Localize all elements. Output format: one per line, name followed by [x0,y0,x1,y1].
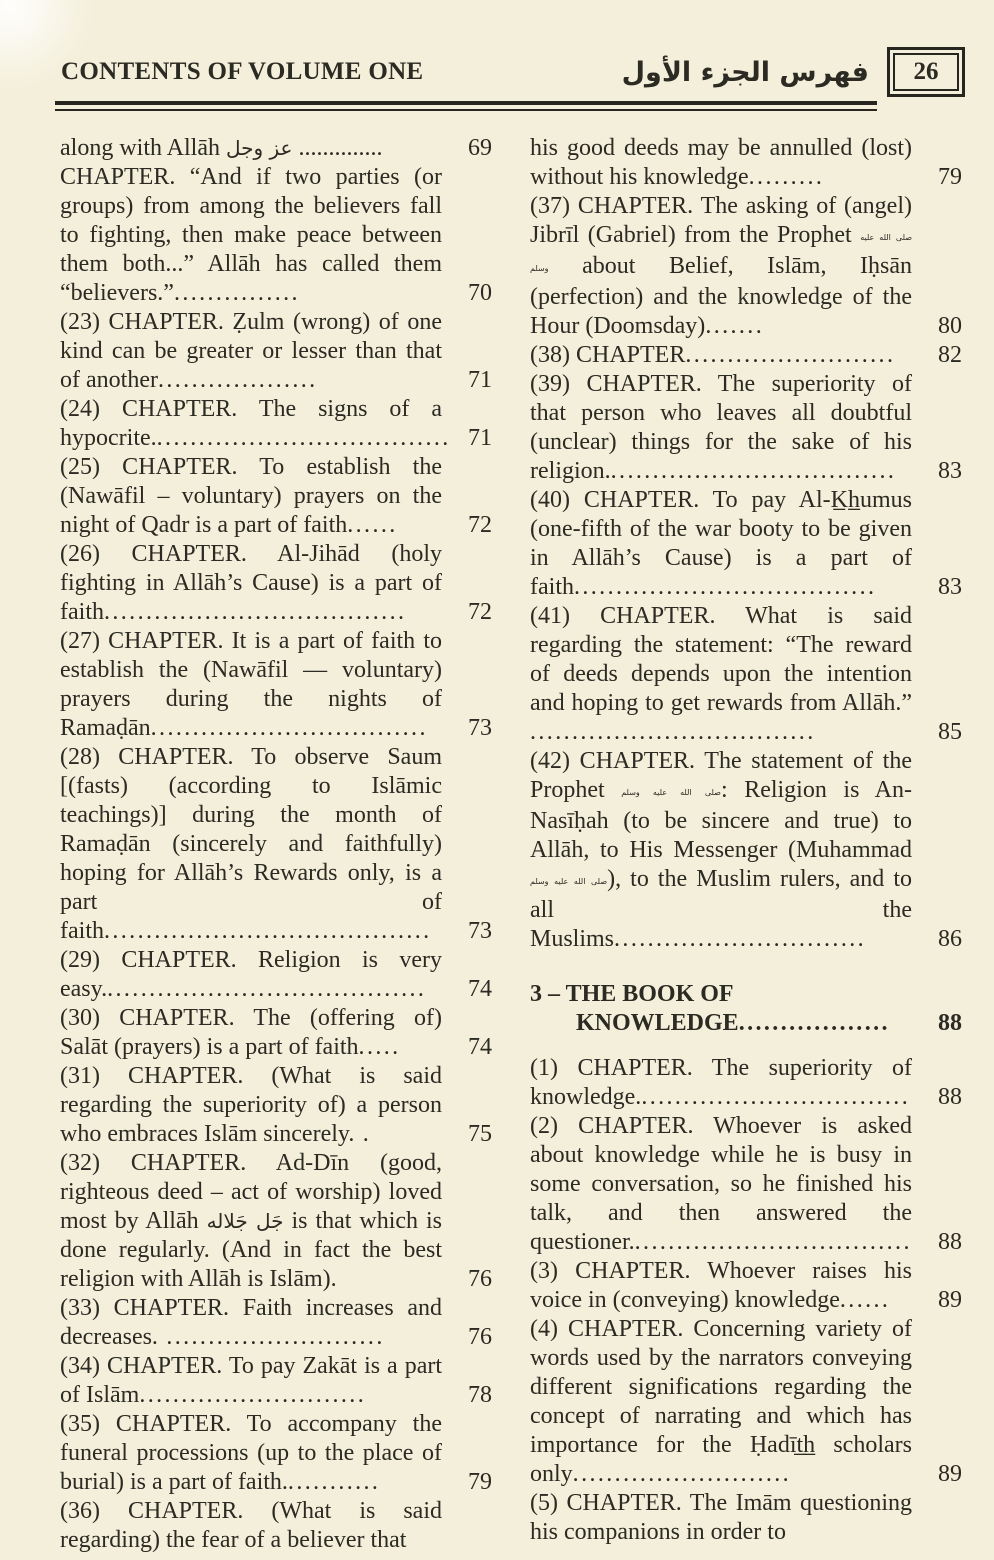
toc-entry [60,1062,492,1149]
toc-entry-text: about Belief, Islām, Iḥsān (perfection) and the knowledge of the Hour (Doomsday) [530,253,912,339]
toc-entry-page: 88 [938,1084,962,1110]
toc-entry-text: CHAPTER. “And if two parties (or groups) from among the believers fall to fighting, then make peace between them both...” Allāh has called them “believers.” [60,164,442,306]
toc-entry [60,1004,492,1062]
toc-entry [530,486,962,602]
header-right-group [622,46,965,98]
toc-entry-page: 89 [938,1287,962,1313]
dot-leader: ............... [173,280,300,306]
toc-entry [60,1410,492,1497]
toc-entry [530,1112,962,1257]
toc-entry-text: ), to the Muslim rulers, and to all the Muslims [530,866,912,952]
toc-entry-text: (24) CHAPTER. The signs of a hypocrite. [60,396,442,451]
toc-entry [60,540,492,627]
prophet-honorific-icon: صلى الله عليه وسلم [530,233,913,273]
toc-entry [60,1352,492,1410]
toc-entry-text: (39) CHAPTER. The superiority of that person who leaves all doubtful (unclear) things for the sake of his religion. [530,371,912,484]
toc-entry [530,747,962,954]
toc-entry-page: 78 [468,1382,492,1408]
toc-entry [530,341,962,370]
toc-entry [60,134,492,163]
dot-leader: . [354,1121,372,1147]
toc-entry-page: 71 [468,425,492,451]
dot-leader: ...... [347,512,398,538]
toc-entry-page: 72 [468,599,492,625]
page-title-arabic: فهرس الجزء الأول [621,56,869,88]
toc-entry [60,163,492,308]
toc-entry [530,192,962,341]
dot-leader: ....................................... [103,918,432,944]
dot-leader: ......... [748,164,825,190]
toc-entry [530,1489,962,1547]
section-title-line1: 3 – THE BOOK OF [530,981,734,1007]
toc-entry-page: 76 [468,1266,492,1292]
toc-entry [60,946,492,1004]
toc-section-heading [530,980,962,1038]
toc-entry-text: (32) CHAPTER. Ad-Dīn (good, righteous deed – act of worship) loved most by Allāh [60,1150,442,1234]
toc-entry-text: (2) CHAPTER. Whoever is asked about knowledge while he is busy in some conversation, so he finished his talk, and then answered the questioner. [530,1113,912,1255]
toc-entry-page: 75 [468,1121,492,1147]
toc-entry-text: (4) CHAPTER. Concerning variety of words used by the narrators conveying different significations regarding the concept of narrating and which has importance for the Ḥadīt̲h̲ scholars only [530,1316,912,1487]
dot-leader: ................................. [634,1229,912,1255]
toc-entry-text: (26) CHAPTER. Al-Jihād (holy fighting in Allāh’s Cause) is a part of faith [60,541,442,625]
toc-entry-text: (1) CHAPTER. The superiority of knowledge. [530,1055,912,1110]
page-title-english: CONTENTS OF VOLUME ONE [61,58,424,85]
section-title-line2: KNOWLEDGE [576,1010,739,1036]
toc-entry [60,1294,492,1352]
toc-entry-text: (40) CHAPTER. To pay Al-K̲h̲umus (one-fifth of the war booty to be given in Allāh’s Cause) is a part of faith [530,487,912,600]
toc-entry-text: (38) CHAPTER [530,342,686,368]
dot-leader: ................................ [641,1084,911,1110]
header-double-rule [55,101,877,111]
toc-entry-text: (31) CHAPTER. (What is said regarding the superiority of) a person who embraces Islām sincerely. [60,1063,442,1147]
toc-entry [530,1257,962,1315]
toc-entry-text: (41) CHAPTER. What is said regarding the statement: “The reward of deeds depends upon the intention and hoping to get rewards from Allāh.” [530,603,912,716]
dot-leader: .............................. [614,926,867,952]
toc-entry-page: 89 [938,1461,962,1487]
toc-column-left [60,134,492,1555]
toc-entry [530,370,962,486]
prophet-honorific-icon: صلى الله عليه وسلم [530,877,608,886]
dot-leader: .............. [292,135,383,161]
toc-entry-page: 79 [938,164,962,190]
dot-leader: ..... [358,1034,401,1060]
toc-entry [60,1497,492,1555]
toc-entry-page: 83 [938,574,962,600]
toc-entry [530,602,962,747]
toc-entry-text: (35) CHAPTER. To accompany the funeral processions (up to the place of burial) is a part of faith. [60,1411,442,1495]
toc-entry [530,1315,962,1489]
dot-leader: ...... [839,1287,891,1313]
toc-entry-text: (29) CHAPTER. Religion is very easy. [60,947,442,1002]
toc-entry-text: (34) CHAPTER. To pay Zakāt is a part of Islām [60,1353,442,1408]
toc-entry [60,627,492,743]
arabic-honorific-azza-wa-jall: عز وجل [225,136,293,160]
dot-leader: .................................. [530,719,816,745]
page-number-box [887,47,965,97]
dot-leader: .................................. [610,458,897,484]
dot-leader: ......................... [685,342,896,368]
dot-leader: ................... [157,367,318,393]
toc-entry [60,395,492,453]
toc-entry-text: (23) CHAPTER. Ẓulm (wrong) of one kind can be greater or lesser than that of another [60,309,442,393]
toc-entry-text: (5) CHAPTER. The Imām questioning his companions in order to [530,1490,912,1545]
toc-entry-page: 88 [938,1229,962,1255]
toc-entry-page: 82 [938,342,962,368]
toc-entry-page: 74 [468,976,492,1002]
toc-entry-text: his good deeds may be annulled (lost) without his knowledge [530,135,912,190]
toc-entry-page: 70 [468,280,492,306]
toc-entry-text: (27) CHAPTER. It is a part of faith to establish the (Nawāfil — voluntary) prayers during the nights of Ramaḍān [60,628,442,741]
dot-leader: ................................... [156,425,451,451]
toc-entry-text: along with Allāh [60,135,226,161]
page-number: 26 [893,53,959,91]
toc-entry-text: (28) CHAPTER. To observe Saum [(fasts) (according to Islāmic teachings)] during the month of Ramaḍān (sincerely and faithfully) hoping for Allāh’s Rewards only, is a part of faith [60,744,442,944]
toc-column-right [530,134,962,1547]
toc-entry-page: 72 [468,512,492,538]
toc-section-page: 88 [938,1010,962,1036]
dot-leader: ........... [287,1469,381,1495]
toc-entry-page: 79 [468,1469,492,1495]
dot-leader: .................. [738,1010,890,1036]
toc-entry-text: is that which is done regularly. (And in fact the best religion with Allāh is Islām). [60,1208,443,1292]
dot-leader: .................................... [573,574,877,600]
toc-entry-page: 80 [938,313,962,339]
toc-entry-text: (3) CHAPTER. Whoever raises his voice in (conveying) knowledge [530,1258,912,1313]
toc-entry-page: 83 [938,458,962,484]
toc-entry-page: 85 [938,719,962,745]
dot-leader: ....... [705,313,765,339]
toc-entry-text: : Religion is An-Nasīḥah (to be sincere and true) to Allāh, to His Messenger (Muhammad [530,777,913,863]
toc-entry-page: 73 [468,715,492,741]
toc-entry-text: (42) CHAPTER. The statement of the Prophet [530,748,912,803]
toc-entry-text: (36) CHAPTER. (What is said regarding) the fear of a believer that [60,1498,442,1553]
toc-entry-text: (25) CHAPTER. To establish the (Nawāfil – voluntary) prayers on the night of Qadr is a part of faith [60,454,442,538]
dot-leader: .......................... [157,1324,385,1350]
toc-entry-text: (30) CHAPTER. The (offering of) Salāt (prayers) is a part of faith [60,1005,442,1060]
toc-entry-text: (33) CHAPTER. Faith increases and decreases. [60,1295,442,1350]
arabic-honorific-jalla-jalaluhu: جَل جَلاله [206,1209,284,1233]
toc-entry-text: (37) CHAPTER. The asking of (angel) Jibrīl (Gabriel) from the Prophet [530,193,912,248]
toc-entry [530,1054,962,1112]
toc-entry-page: 71 [468,367,492,393]
dot-leader: .................................... [103,599,407,625]
toc-entry [60,1149,492,1294]
dot-leader: ........................... [139,1382,367,1408]
dot-leader: ...................................... [107,976,427,1002]
toc-entry-page: 86 [938,926,962,952]
toc-entry [60,453,492,540]
toc-entry [60,308,492,395]
prophet-honorific-icon: صلى الله عليه وسلم [621,788,721,797]
toc-entry [530,134,962,192]
toc-entry-page: 76 [468,1324,492,1350]
toc-entry-page: 74 [468,1034,492,1060]
toc-entry-page: 73 [468,918,492,944]
toc-entry [60,743,492,946]
dot-leader: ................................. [150,715,428,741]
toc-entry-page: 69 [468,135,492,161]
dot-leader: .......................... [572,1461,792,1487]
